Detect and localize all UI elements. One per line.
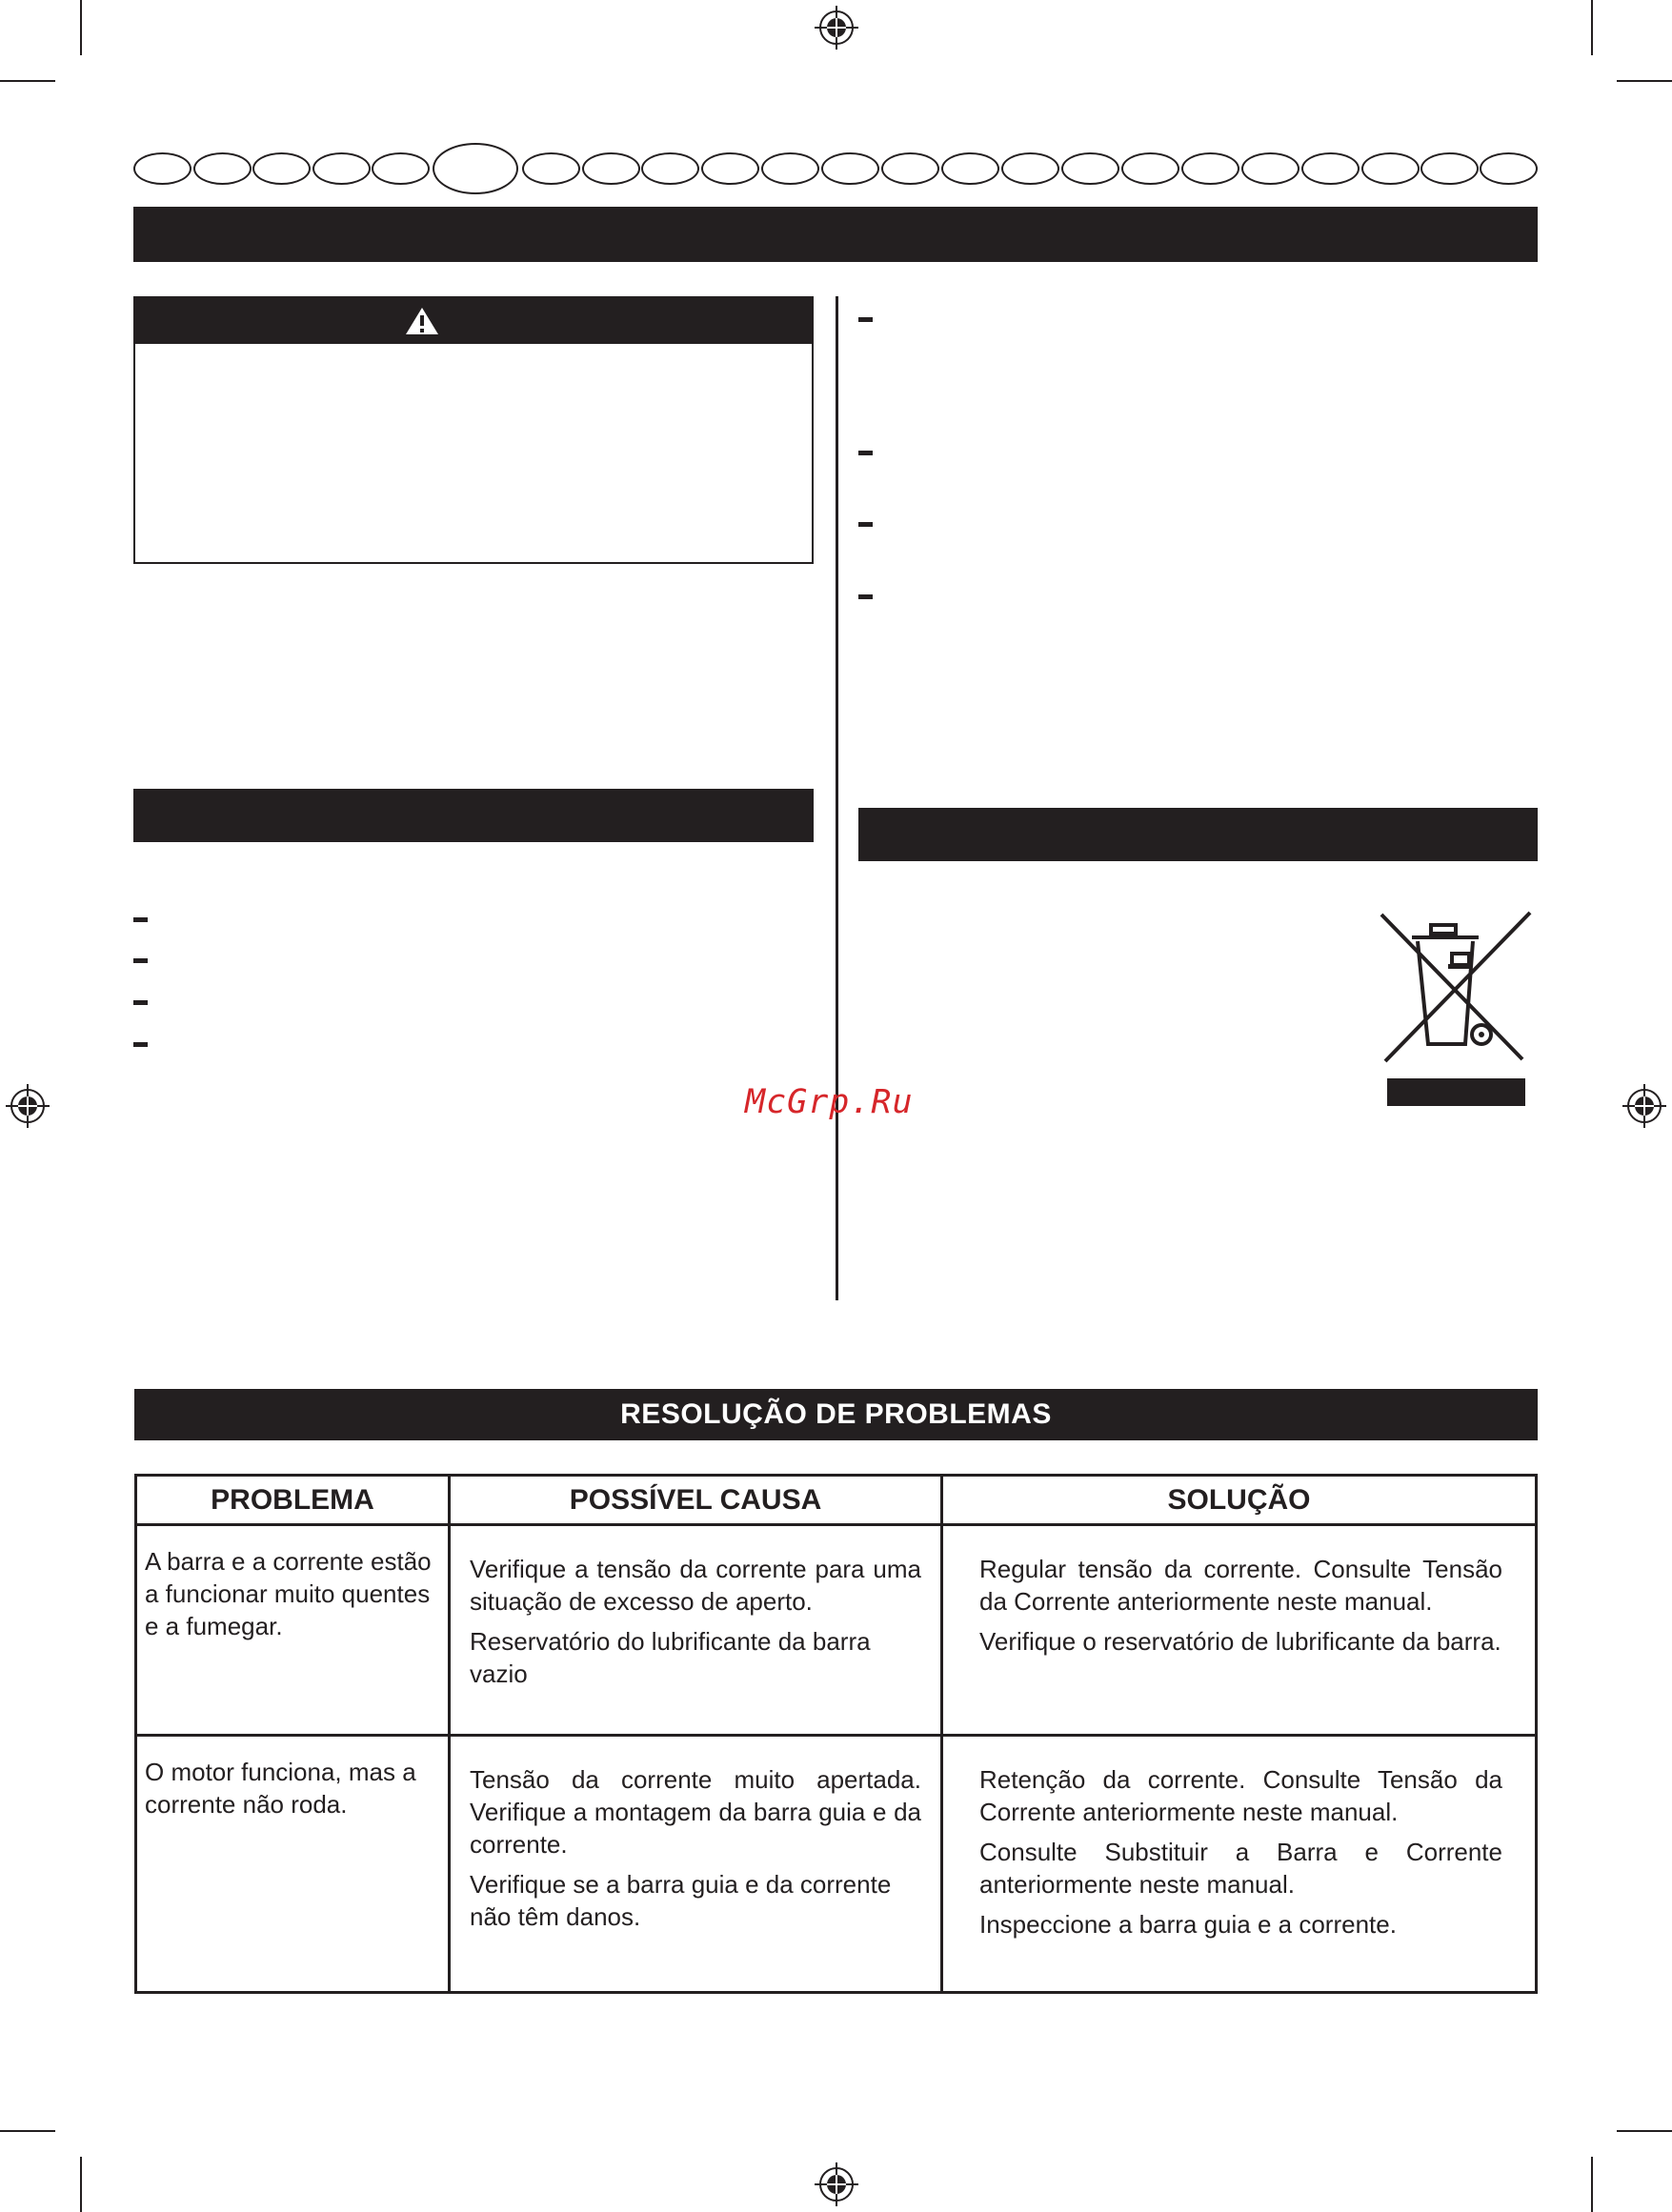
troubleshooting-table [134,1474,1538,1994]
language-oval[interactable] [881,152,939,185]
weee-black-bar [1387,1078,1525,1106]
header-problem: PROBLEMA [136,1476,450,1525]
bullet-dash [858,522,873,527]
bullet-dash [858,594,873,599]
warning-box [133,296,814,564]
language-oval[interactable] [1480,152,1538,185]
crop-mark [1591,2157,1593,2212]
crossed-out-wheelie-bin-icon [1380,911,1532,1063]
language-oval-active[interactable] [433,143,518,194]
crop-mark [1617,2130,1672,2132]
bullet-dash [133,917,148,922]
solution-text: Inspeccione a barra guia e a corrente. [979,1910,1397,1939]
solution-text: Retenção da corrente. Consulte Tensão da Corrente anteriormente neste manual. [979,1765,1502,1826]
cause-text: Verifique se a barra guia e da corrente não têm danos. [470,1870,892,1931]
registration-mark-icon [6,1084,50,1128]
language-oval[interactable] [761,152,819,185]
bullet-dash [133,958,148,963]
bullet-dash [858,451,873,455]
language-oval[interactable] [522,152,580,185]
language-ovals [131,151,1540,194]
problem-cell [136,1525,450,1736]
language-oval[interactable] [821,152,879,185]
column-divider [836,296,838,1300]
crop-mark [0,2130,55,2132]
language-oval[interactable] [372,152,430,185]
table-row [136,1525,1537,1736]
troubleshooting-title: RESOLUÇÃO DE PROBLEMAS [134,1389,1538,1440]
cause-text: Reservatório do lubrificante da barra vazio [470,1627,871,1688]
language-oval[interactable] [582,152,640,185]
solution-text: Regular tensão da corrente. Consulte Tensão da Corrente anteriormente neste manual. [979,1555,1502,1616]
cause-cell [450,1736,942,1993]
language-oval[interactable] [1361,152,1420,185]
crop-mark [80,0,82,55]
language-oval[interactable] [701,152,759,185]
warning-triangle-icon [404,306,440,336]
language-oval[interactable] [1061,152,1119,185]
registration-mark-icon [815,6,858,50]
problem-text: O motor funciona, mas a corrente não roda. [145,1758,416,1819]
table-row [136,1736,1537,1993]
language-oval[interactable] [1420,152,1479,185]
crop-mark [80,2157,82,2212]
cause-cell [450,1525,942,1736]
solution-cell [942,1525,1537,1736]
header-solution: SOLUÇÃO [942,1476,1537,1525]
language-oval[interactable] [312,152,371,185]
section-header-bar [133,207,1538,262]
registration-mark-icon [1622,1084,1666,1128]
language-oval[interactable] [133,152,191,185]
cause-text: Verifique a tensão da corrente para uma situação de excesso de aperto. [470,1555,921,1616]
language-oval[interactable] [641,152,699,185]
solution-text: Consulte Substituir a Barra e Corrente anteriormente neste manual. [979,1838,1502,1899]
solution-text: Verifique o reservatório de lubrificante da barra. [979,1627,1501,1656]
table-header-row [136,1476,1537,1525]
problem-text: A barra e a corrente estão a funcionar muito quentes e a fumegar. [145,1547,432,1640]
language-oval[interactable] [252,152,311,185]
language-oval[interactable] [1001,152,1059,185]
problem-cell [136,1736,450,1993]
warning-header [135,298,812,344]
language-oval[interactable] [193,152,252,185]
solution-cell [942,1736,1537,1993]
language-oval[interactable] [1241,152,1299,185]
left-section-header-bar [133,789,814,842]
watermark-text: McGrp.Ru [745,1083,914,1121]
language-oval[interactable] [1181,152,1239,185]
crop-mark [1591,0,1593,55]
bullet-dash [133,1000,148,1005]
header-cause: POSSÍVEL CAUSA [450,1476,942,1525]
crop-mark [0,80,55,82]
bullet-dash [133,1042,148,1047]
cause-text: Tensão da corrente muito apertada. Verifique a montagem da barra guia e da corrente. [470,1765,921,1859]
language-oval[interactable] [1301,152,1360,185]
bullet-dash [858,317,873,322]
right-section-header-bar [858,808,1538,861]
registration-mark-icon [815,2162,858,2206]
language-oval[interactable] [941,152,999,185]
language-oval[interactable] [1121,152,1179,185]
crop-mark [1617,80,1672,82]
